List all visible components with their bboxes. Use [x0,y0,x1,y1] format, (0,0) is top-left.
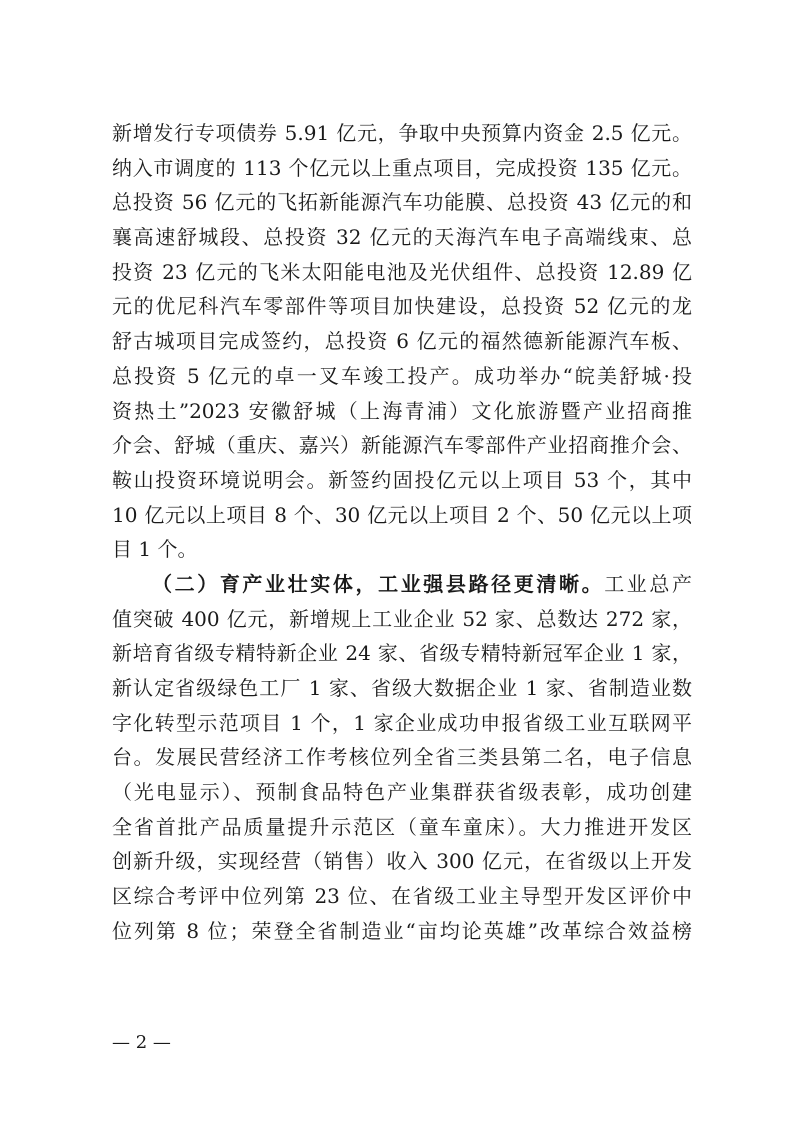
body-text [112,116,692,949]
text-line: 新认定省级绿色工厂 1 家、省级大数据企业 1 家、省制造业数 [112,676,692,700]
text-line: 10 亿元以上项目 8 个、30 亿元以上项目 2 个、50 亿元以上项 [112,502,692,527]
text-line: 新增发行专项债券 5.91 亿元，争取中央预算内资金 2.5 亿元。 [112,121,692,145]
text-line: 鞍山投资环境说明会。新签约固投亿元以上项目 53 个，其中 [112,467,692,492]
text-line: 区综合考评中位列第 23 位、在省级工业主导型开发区评价中 [112,884,692,909]
text-line: 总投资 5 亿元的卓一叉车竣工投产。成功举办“皖美舒城·投 [112,363,692,388]
text-line: 创新升级，实现经营（销售）收入 300 亿元，在省级以上开发 [112,849,692,874]
section-heading-line [112,567,692,602]
section-heading: （二）育产业壮实体，工业强县路径更清晰。 [152,571,605,596]
text-line: 值突破 400 亿元，新增规上工业企业 52 家、总数达 272 家， [112,606,692,631]
text-line: 介会、舒城（重庆、嘉兴）新能源汽车零部件产业招商推介会、 [112,433,692,458]
text-line: 字化转型示范项目 1 个，1 家企业成功申报省级工业互联网平 [112,710,692,735]
text-line: 台。发展民营经济工作考核位列全省三类县第二名，电子信息 [112,745,692,770]
text-line: 舒古城项目完成签约，总投资 6 亿元的福然德新能源汽车板、 [112,329,692,354]
text-line: 纳入市调度的 113 个亿元以上重点项目，完成投资 135 亿元。 [112,155,692,180]
section-heading-continuation: 工业总产 [604,571,692,596]
text-line: 全省首批产品质量提升示范区（童车童床）。大力推进开发区 [112,814,692,839]
text-line: 元的优尼科汽车零部件等项目加快建设，总投资 52 亿元的龙 [112,294,692,319]
text-line: （光电显示）、预制食品特色产业集群获省级表彰，成功创建 [112,780,692,805]
text-line: 总投资 56 亿元的飞拓新能源汽车功能膜、总投资 43 亿元的和 [112,190,692,215]
text-line: 目 1 个。 [112,537,198,562]
text-line: 位列第 8 位；荣登全省制造业“亩均论英雄”改革综合效益榜 [112,918,692,943]
text-line: 投资 23 亿元的飞米太阳能电池及光伏组件、总投资 12.89 亿 [112,259,692,284]
text-line: 资热土”2023 安徽舒城（上海青浦）文化旅游暨产业招商推 [112,398,692,423]
page-number: — 2 — [112,1032,171,1053]
text-line: 襄高速舒城段、总投资 32 亿元的天海汽车电子高端线束、总 [112,225,692,250]
text-line: 新培育省级专精特新企业 24 家、省级专精特新冠军企业 1 家， [112,641,692,666]
